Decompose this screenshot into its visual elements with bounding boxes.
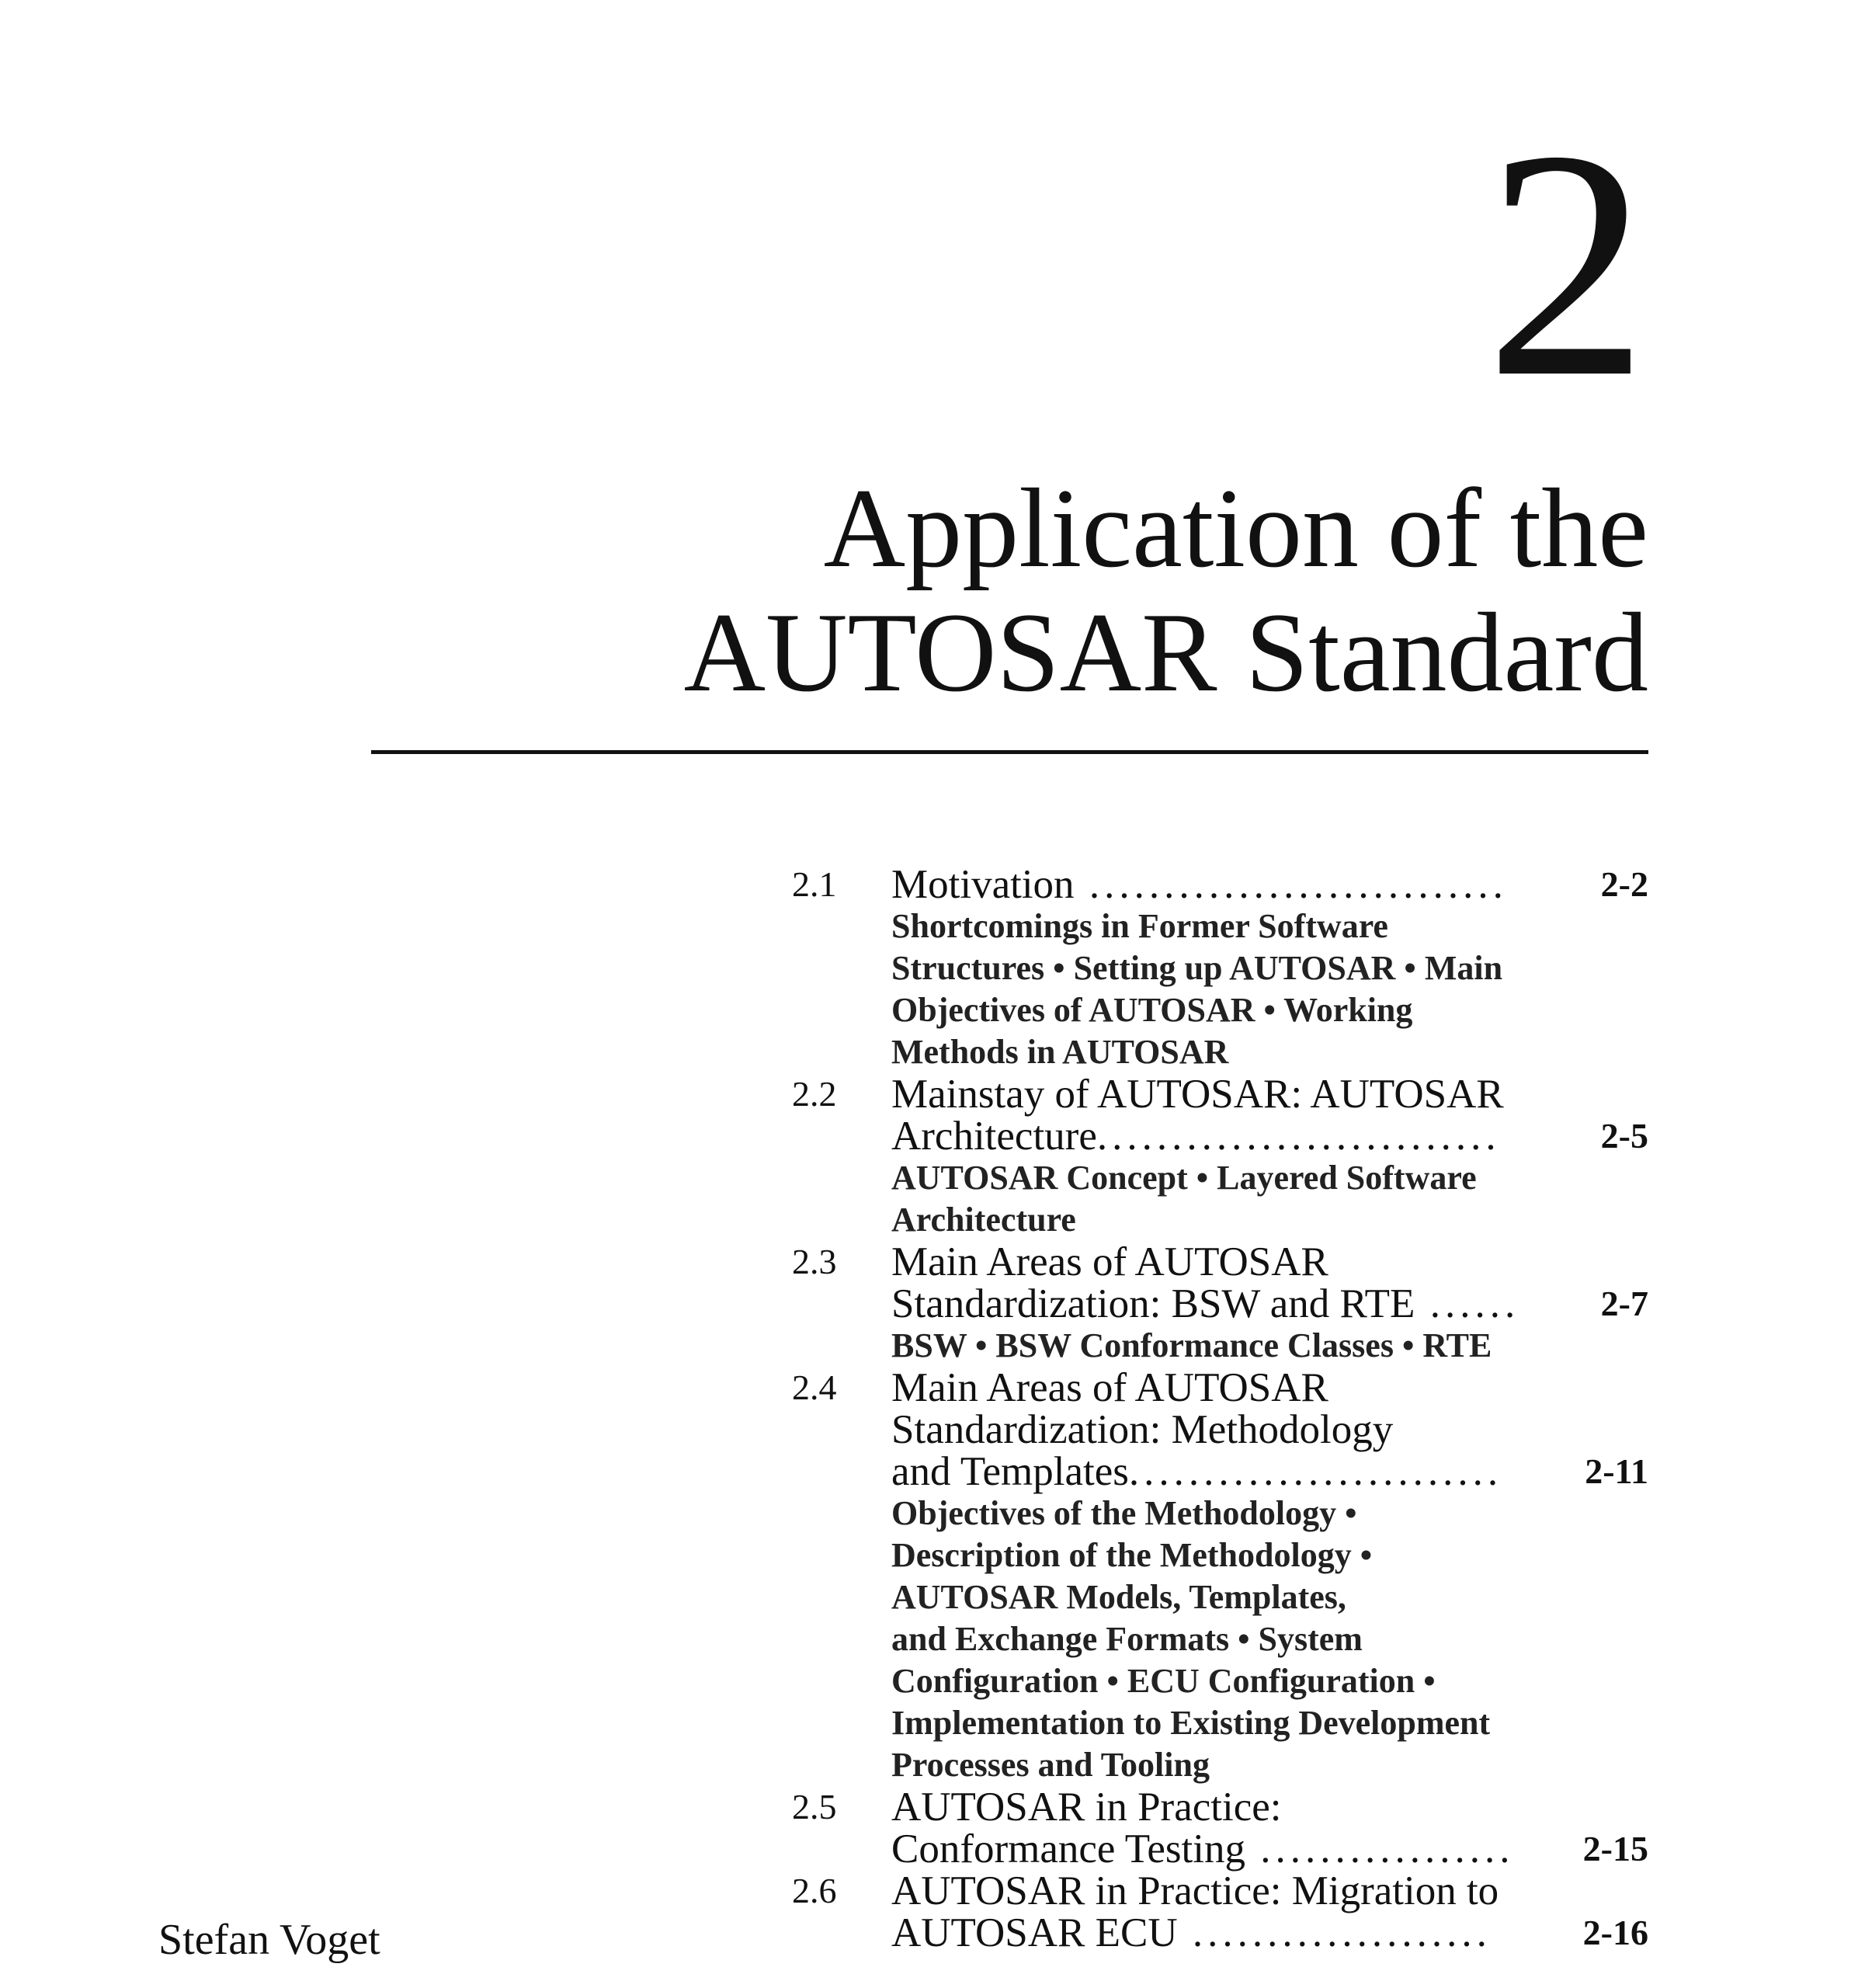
toc-page-spacer bbox=[1575, 905, 1648, 1073]
toc-entry-number: 2.5 bbox=[792, 1787, 837, 1826]
toc-entry-title-line bbox=[891, 1870, 1575, 1912]
toc-dot-leader: ................. bbox=[1245, 1826, 1515, 1872]
toc-subtopic-line: and Exchange Formats • System bbox=[891, 1620, 1363, 1658]
toc-entry-title-text: AUTOSAR in Practice: Migration to bbox=[891, 1868, 1499, 1913]
toc-entry-title-text: Main Areas of AUTOSAR bbox=[891, 1365, 1328, 1410]
title-rule bbox=[371, 750, 1648, 754]
table-of-contents bbox=[792, 864, 1648, 1954]
toc-subtopic-line: Processes and Tooling bbox=[891, 1746, 1210, 1784]
toc-entry-title bbox=[891, 1786, 1575, 1870]
toc-entry-number: 2.4 bbox=[792, 1368, 837, 1407]
toc-subtopic-line: AUTOSAR Concept • Layered Software bbox=[891, 1159, 1477, 1197]
toc-entry-title-line bbox=[891, 1073, 1575, 1115]
toc-dot-leader: ......................... bbox=[1128, 1449, 1503, 1494]
toc-indent-spacer bbox=[792, 1157, 891, 1241]
toc-subtopic-line: Objectives of AUTOSAR • Working bbox=[891, 991, 1413, 1029]
toc-entry-title-line bbox=[891, 1451, 1575, 1493]
toc-subtopic-line: Structures • Setting up AUTOSAR • Main bbox=[891, 949, 1503, 987]
chapter-title bbox=[251, 466, 1648, 714]
toc-entry bbox=[792, 1367, 1648, 1786]
toc-entry-page: 2-5 bbox=[1600, 1116, 1648, 1156]
toc-entry-subtopics bbox=[891, 1493, 1575, 1786]
toc-entry-title-text: Conformance Testing bbox=[891, 1826, 1246, 1872]
toc-entry-title-text: AUTOSAR in Practice: bbox=[891, 1785, 1282, 1830]
toc-page-spacer bbox=[1575, 1325, 1648, 1367]
toc-entry-title bbox=[891, 1870, 1575, 1954]
toc-entry-page: 2-16 bbox=[1582, 1913, 1648, 1952]
toc-entry bbox=[792, 1073, 1648, 1241]
toc-entry-subtopics bbox=[891, 905, 1575, 1073]
toc-subtopic-line: Methods in AUTOSAR bbox=[891, 1033, 1229, 1071]
toc-subtopic-line: Implementation to Existing Development bbox=[891, 1704, 1491, 1742]
toc-entry bbox=[792, 1241, 1648, 1367]
toc-entry-title bbox=[891, 1073, 1575, 1157]
toc-subtopic-line: Description of the Methodology • bbox=[891, 1536, 1373, 1574]
toc-entry-title-line bbox=[891, 1912, 1575, 1954]
toc-entry-page: 2-2 bbox=[1600, 864, 1648, 904]
chapter-title-line: Application of the bbox=[823, 465, 1648, 591]
toc-entry-title-text: Standardization: Methodology bbox=[891, 1407, 1394, 1452]
toc-entry-page: 2-15 bbox=[1582, 1829, 1648, 1868]
toc-entry-title-line bbox=[891, 1283, 1575, 1325]
toc-entry-title-text: Motivation bbox=[891, 862, 1075, 907]
toc-entry-page: 2-11 bbox=[1585, 1451, 1648, 1491]
toc-entry-subtopics bbox=[891, 1157, 1575, 1241]
toc-entry-title-text: Architecture bbox=[891, 1114, 1097, 1159]
toc-entry-title bbox=[891, 1367, 1575, 1493]
toc-indent-spacer bbox=[792, 1325, 891, 1367]
toc-entry-title-line bbox=[891, 1786, 1575, 1828]
toc-entry-title-text: AUTOSAR ECU bbox=[891, 1910, 1178, 1955]
toc-entry-title-line bbox=[891, 1409, 1575, 1451]
toc-dot-leader: ........................... bbox=[1096, 1114, 1501, 1159]
toc-entry-title bbox=[891, 1241, 1575, 1325]
toc-dot-leader: ...... bbox=[1415, 1281, 1520, 1326]
toc-entry bbox=[792, 1786, 1648, 1870]
author-name: Stefan Voget bbox=[158, 1916, 380, 1964]
toc-entry-title-line bbox=[891, 1367, 1575, 1409]
toc-indent-spacer bbox=[792, 905, 891, 1073]
toc-entry-title-line bbox=[891, 1828, 1575, 1870]
toc-dot-leader: ............................ bbox=[1074, 862, 1508, 907]
toc-page-spacer bbox=[1575, 1157, 1648, 1241]
toc-subtopic-line: Objectives of the Methodology • bbox=[891, 1494, 1357, 1532]
toc-entry bbox=[792, 1870, 1648, 1954]
toc-subtopic-line: AUTOSAR Models, Templates, bbox=[891, 1578, 1346, 1616]
toc-entry-title-text: Mainstay of AUTOSAR: AUTOSAR bbox=[891, 1072, 1504, 1117]
toc-entry-title-line bbox=[891, 1241, 1575, 1283]
chapter-number: 2 bbox=[1485, 83, 1648, 444]
toc-entry-number: 2.1 bbox=[792, 864, 837, 904]
toc-entry-number: 2.3 bbox=[792, 1242, 837, 1281]
chapter-title-line: AUTOSAR Standard bbox=[683, 589, 1648, 715]
toc-entry-number: 2.6 bbox=[792, 1871, 837, 1910]
toc-entry-page: 2-7 bbox=[1600, 1284, 1648, 1323]
toc-entry-subtopics bbox=[891, 1325, 1575, 1367]
toc-indent-spacer bbox=[792, 1493, 891, 1786]
toc-subtopic-line: Configuration • ECU Configuration • bbox=[891, 1662, 1436, 1700]
toc-entry-number: 2.2 bbox=[792, 1074, 837, 1114]
toc-entry-title-line bbox=[891, 864, 1575, 905]
toc-entry-title-line bbox=[891, 1115, 1575, 1157]
toc-entry-title bbox=[891, 864, 1575, 905]
toc-entry-title-text: and Templates bbox=[891, 1449, 1129, 1494]
toc-subtopic-line: Shortcomings in Former Software bbox=[891, 907, 1388, 945]
toc-dot-leader: .................... bbox=[1177, 1910, 1492, 1955]
toc-entry-title-text: Main Areas of AUTOSAR bbox=[891, 1239, 1328, 1284]
toc-subtopic-line: BSW • BSW Conformance Classes • RTE bbox=[891, 1326, 1492, 1364]
toc-page-spacer bbox=[1575, 1493, 1648, 1786]
toc-subtopic-line: Architecture bbox=[891, 1201, 1076, 1239]
toc-entry bbox=[792, 864, 1648, 1073]
toc-entry-title-text: Standardization: BSW and RTE bbox=[891, 1281, 1415, 1326]
